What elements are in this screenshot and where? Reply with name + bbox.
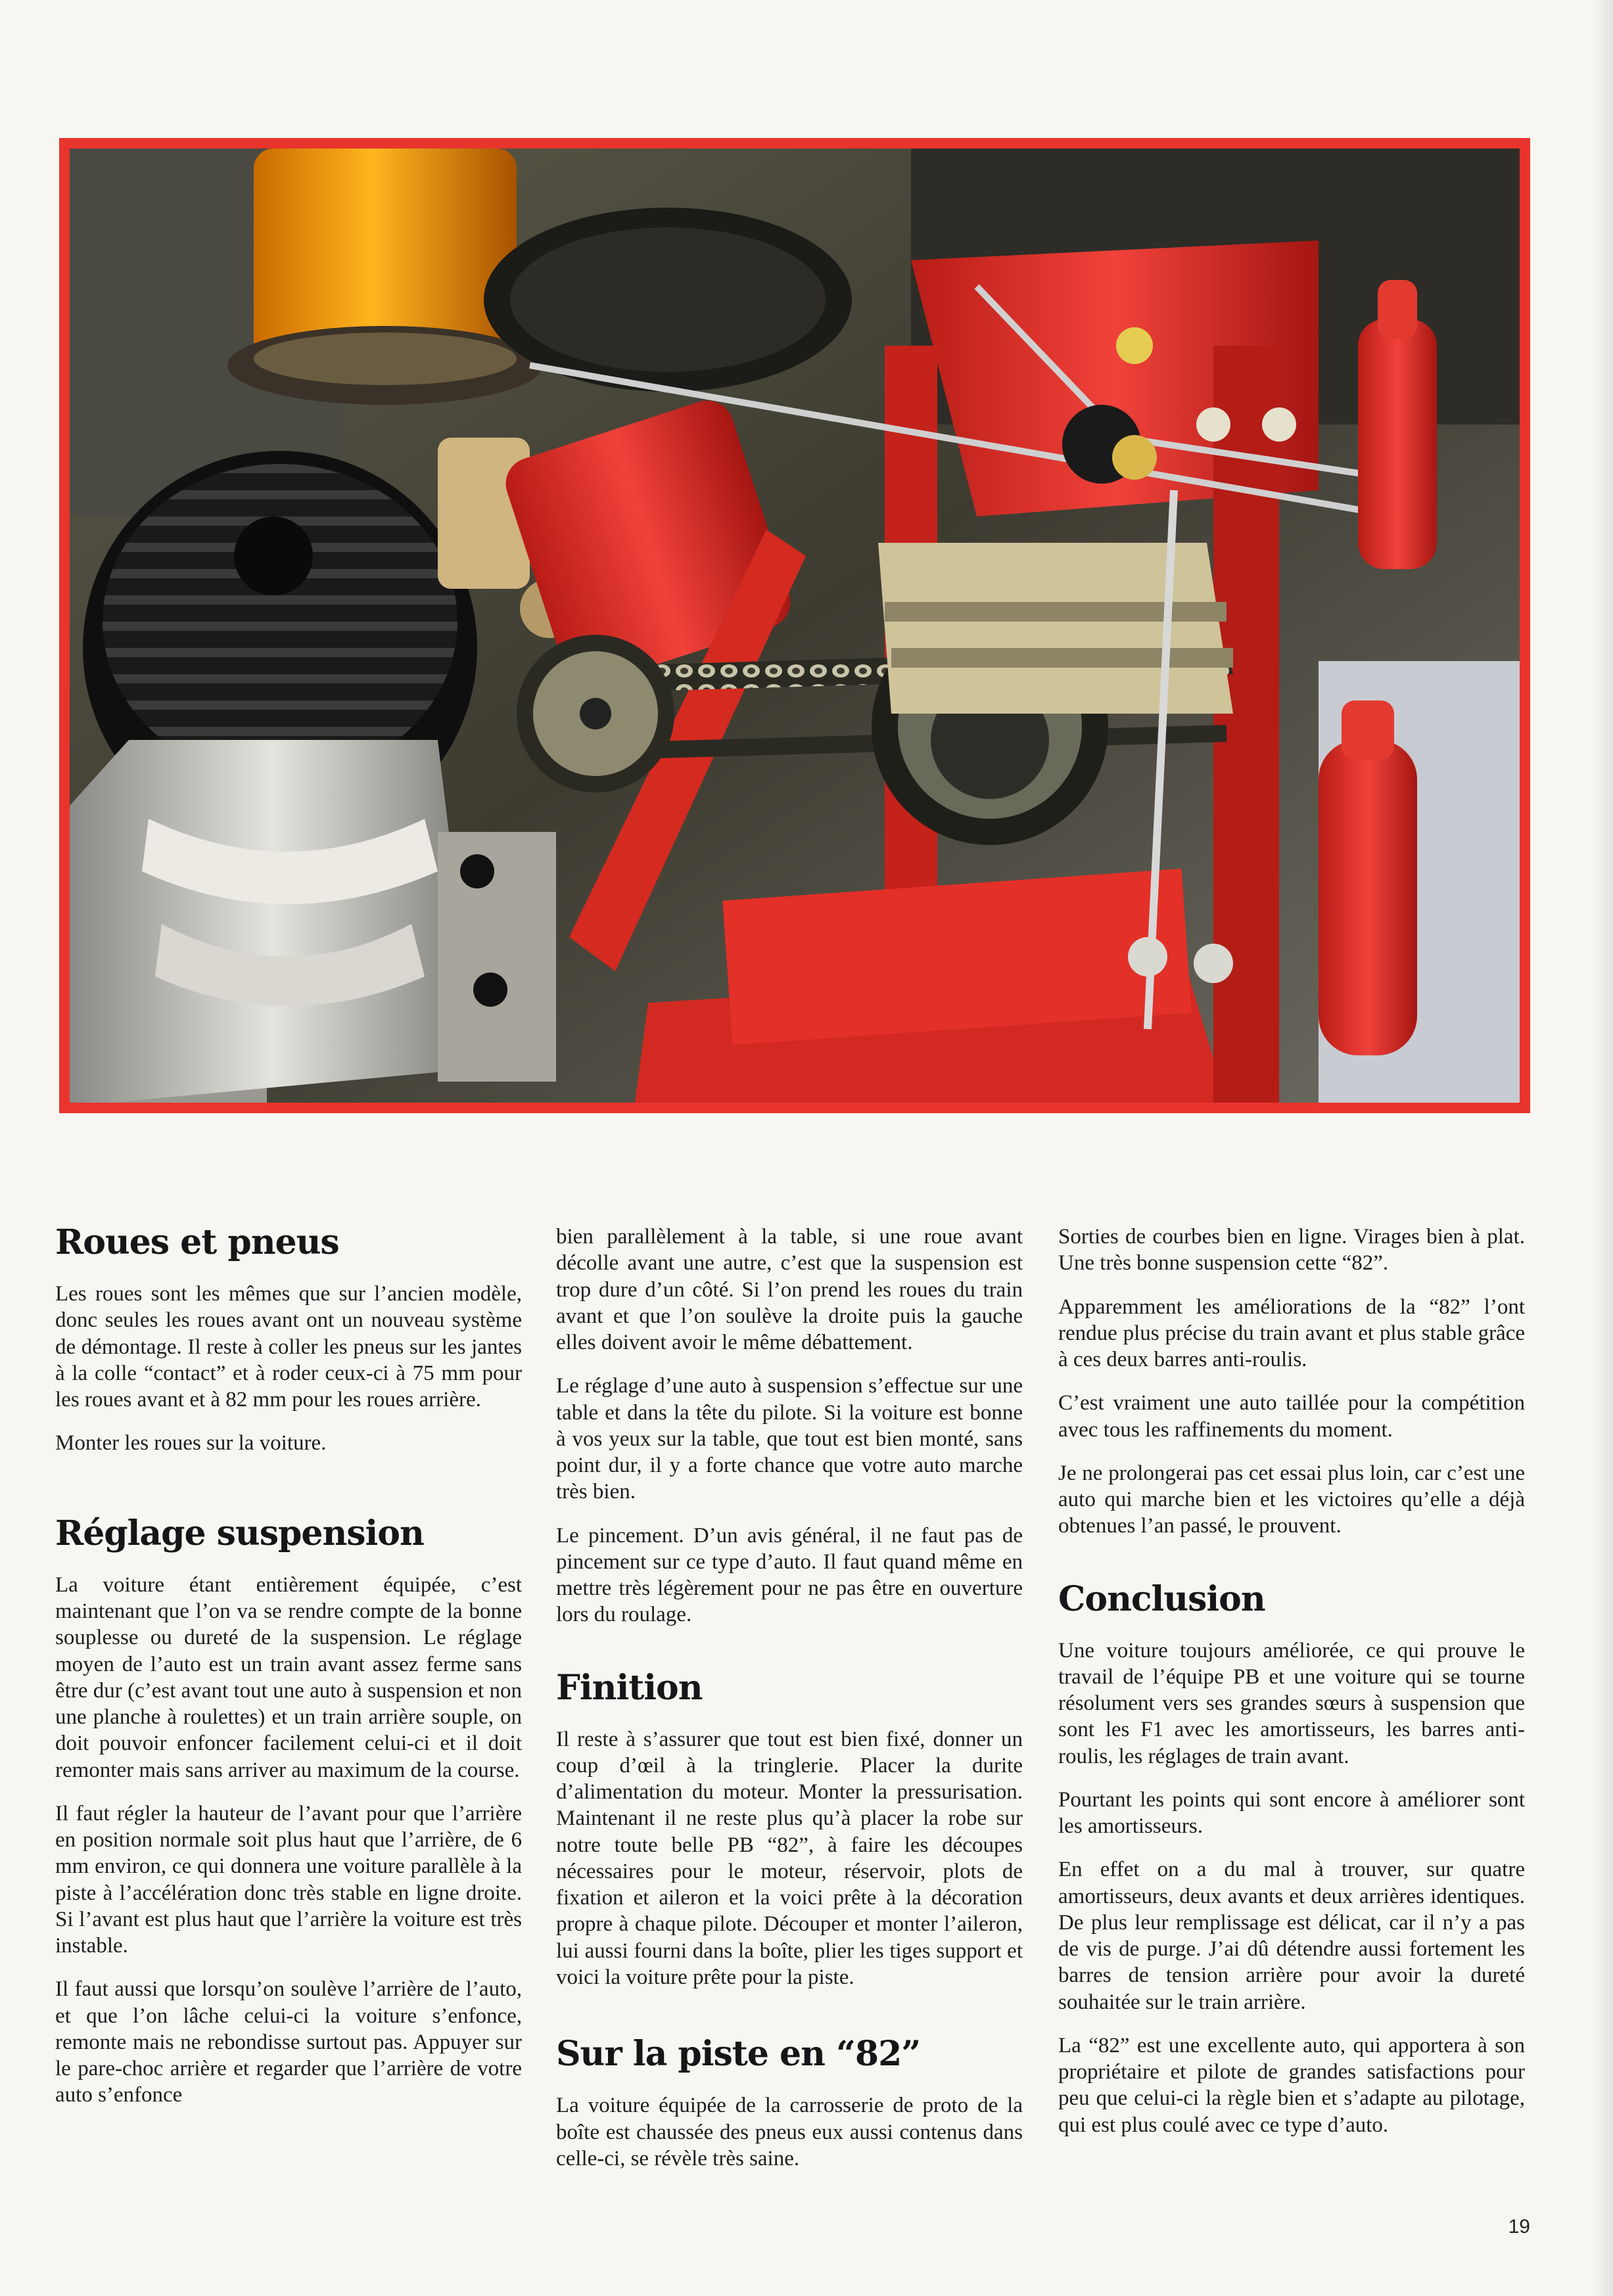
paragraph: Les roues sont les mêmes que sur l’ancien modèle, donc seules les roues avant ont un nouveau système de démontage. Il reste à coller les pneus sur les jantes à la colle “contact” et à roder ceux-ci à 75 mm pour les roues avant et à 82 mm pour les roues arrière. (55, 1282, 522, 1412)
heading-reglage-suspension: Réglage suspension (55, 1513, 424, 1553)
paragraph: Je ne prolongerai pas cet essai plus loin, car c’est une auto qui marche bien et les victoires qu’elle a déjà obtenues l’an passé, le prouvent. (1058, 1461, 1525, 1538)
paragraph: bien parallèlement à la table, si une roue avant décolle avant une autre, c’est que la suspension est trop dure d’un côté. Si l’on prend les roues du train avant et que l’on soulève la droite puis la gauche elles doivent avoir le même débattement. (556, 1225, 1023, 1354)
paragraph: Il faut aussi que lorsqu’on soulève l’arrière de l’auto, et que l’on lâche celui-ci la voiture s’enfonce, remonte mais ne rebondisse surtout pas. Appuyer sur le pare-choc arrière et regarder que l’arrière de votre auto s’enfonce (55, 1977, 522, 2107)
heading-finition: Finition (556, 1667, 703, 1708)
paragraph: En effet on a du mal à trouver, sur quatre amortisseurs, deux avants et deux arrières identiques. De plus leur remplissage est délicat, car il n’y a pas de vis de purge. J’ai dû détendre aussi fortement les barres de tension arrière pour avoir la dureté souhaitée sur le train arrière. (1058, 1858, 1525, 2014)
engine-chassis-photo (70, 149, 1520, 1103)
heading-conclusion: Conclusion (1058, 1578, 1265, 1619)
column-1 (55, 1224, 522, 2209)
paragraph: Monter les roues sur la voiture. (55, 1431, 327, 1456)
column-2 (556, 1224, 1023, 2209)
paragraph: Sorties de courbes bien en ligne. Virages bien à plat. Une très bonne suspension cette “82”. (1058, 1225, 1525, 1275)
paragraph: Le réglage d’une auto à suspension s’effectue sur une table et dans la tête du pilote. Si la voiture est bonne à vos yeux sur la table, que tout est bien monté, sans point dur, il y a forte chance que votre auto marche très bien. (556, 1374, 1023, 1504)
paragraph: C’est vraiment une auto taillée pour la compétition avec tous les raffinements du moment. (1058, 1391, 1525, 1442)
heading-roues-et-pneus: Roues et pneus (55, 1224, 339, 1262)
paragraph: Le pincement. D’un avis général, il ne faut pas de pincement sur ce type d’auto. Il faut quand même en mettre très légèrement pour ne pas être en ouverture lors du roulage. (556, 1523, 1023, 1627)
paragraph: Une voiture toujours améliorée, ce qui prouve le travail de l’équipe PB et une voiture qui se tourne résolument vers ses grandes sœurs à suspension que sont les F1 avec les amortisseurs, les barres anti-roulis, les réglages de train avant. (1058, 1638, 1525, 1768)
paragraph: Pourtant les points qui sont encore à améliorer sont les amortisseurs. (1058, 1787, 1525, 1839)
paragraph: Il reste à s’assurer que tout est bien fixé, donner un coup d’œil à la tringlerie. Placer la durite d’alimentation du moteur. Monter la pressurisation. Maintenant il ne reste plus qu’à placer la robe sur notre toute belle PB “82”, à faire les découpes nécessaires pour le moteur, réservoir, plots de fixation et aileron et la voici prête à la décoration propre à chaque pilote. Découper et monter l’aileron, lui aussi fourni dans la boîte, plier les tiges support et voici la voiture prête pour la piste. (556, 1727, 1023, 1989)
paragraph: Apparemment les améliorations de la “82” l’ont rendue plus précise du train avant et plus stable grâce à ces deux barres anti-roulis. (1058, 1295, 1525, 1371)
page-crease (1593, 0, 1613, 2296)
photo-frame (59, 138, 1530, 1113)
page-number: 19 (1508, 2216, 1530, 2238)
column-3 (1058, 1224, 1525, 2209)
heading-sur-la-piste: Sur la piste en “82” (556, 2034, 921, 2075)
paragraph: La voiture équipée de la carrosserie de proto de la boîte est chaussée des pneus eux aussi contenus dans celle-ci, se révèle très saine. (556, 2094, 1023, 2170)
paragraph: La “82” est une excellente auto, qui apportera à son propriétaire et pilote de grandes satisfactions pour peu que celui-ci la règle bien et s’adapte au pilotage, qui est plus coulé avec ce type d’auto. (1058, 2033, 1525, 2137)
paragraph: La voiture étant entièrement équipée, c’est maintenant que l’on va se rendre compte de la bonne souplesse ou dureté de la suspension. Le réglage moyen de l’auto est un train avant assez ferme sans être dur (c’est avant tout une auto à suspension et non une planche à roulettes) et un train arrière souple, on doit pouvoir enfoncer facilement celui-ci et il doit remonter mais sans arriver au maximum de la course. (55, 1573, 522, 1782)
paragraph: Il faut régler la hauteur de l’avant pour que l’arrière en position normale soit plus haut que l’arrière, de 6 mm environ, ce qui donnera une voiture parallèle à la piste à l’accélération donc très stable en ligne droite. Si l’avant est plus haut que l’arrière la voiture est très instable. (55, 1801, 522, 1958)
